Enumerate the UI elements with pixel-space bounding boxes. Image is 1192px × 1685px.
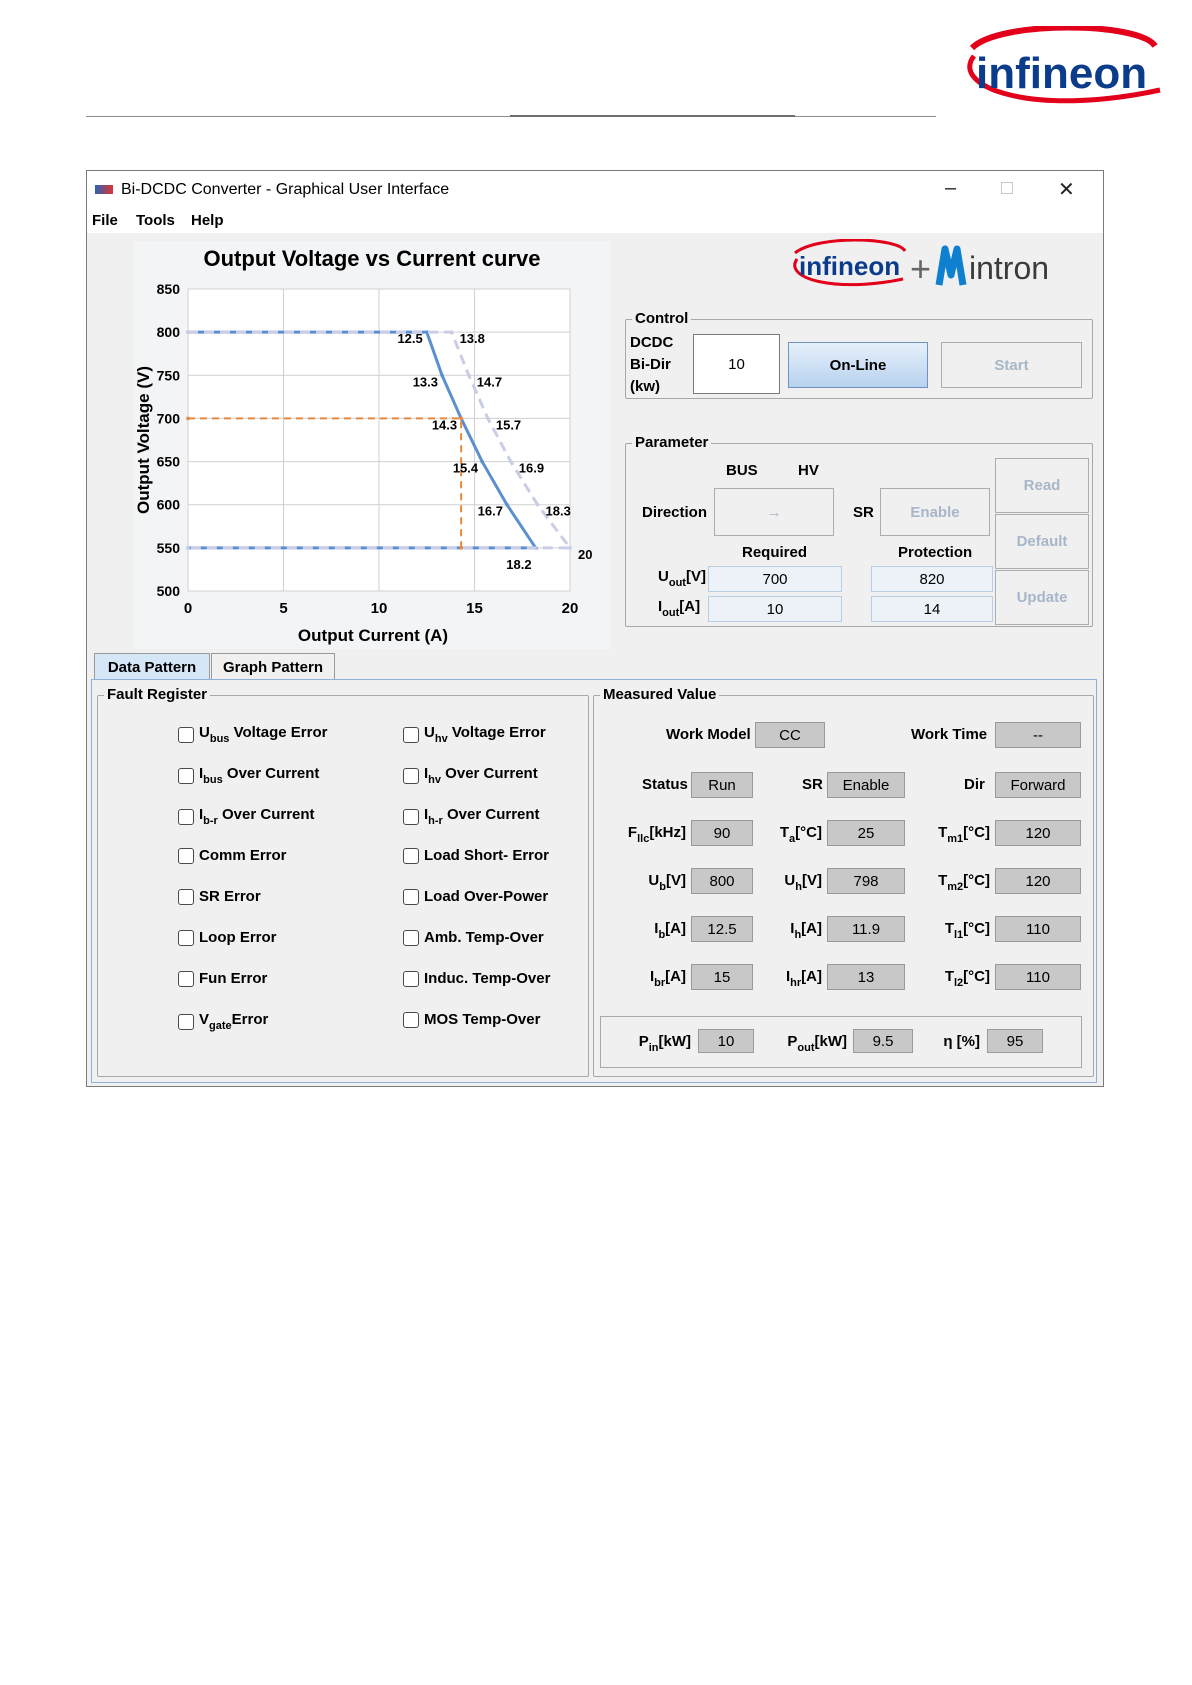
series-point: [459, 417, 463, 421]
plus-sign: +: [910, 248, 932, 289]
fault-item[interactable]: [178, 1011, 268, 1032]
window-title: Bi-DCDC Converter - Graphical User Interface: [121, 181, 450, 198]
measured-label: $U_b[V]$: [648, 872, 686, 893]
chart-svg: [133, 241, 611, 649]
power-kw-input[interactable]: 10: [693, 334, 780, 394]
fault-checkbox[interactable]: [178, 930, 194, 946]
y-tick-label: 650: [156, 453, 180, 470]
fault-item[interactable]: [403, 847, 549, 864]
fault-item[interactable]: [403, 724, 546, 745]
x-tick-label: 0: [183, 600, 193, 617]
y-tick-label: 700: [156, 410, 180, 427]
fault-item[interactable]: [403, 1011, 540, 1028]
fault-label: MOS Temp-Over: [424, 1011, 541, 1028]
series-point: [486, 417, 490, 421]
fault-checkbox[interactable]: [403, 848, 419, 864]
x-tick-label: 5: [279, 600, 288, 617]
data-label: 16.9: [518, 460, 545, 476]
series-point: [467, 373, 471, 377]
control-label-line1: DCDC: [630, 334, 674, 351]
data-pattern-panel: [91, 679, 1097, 1083]
measured-label: $U_h[V]$: [784, 872, 822, 893]
work-model-field: CC: [755, 722, 825, 748]
measured-label: $T_{m1}[^\circ C]$: [938, 824, 990, 845]
fault-item[interactable]: [403, 888, 548, 905]
series-point: [186, 330, 190, 334]
iout-label: $I_{out}[A]$: [658, 598, 701, 619]
fault-item[interactable]: [178, 724, 328, 745]
data-label: 15.7: [495, 417, 522, 433]
data-label: 18.2: [506, 556, 532, 572]
iout-protection-field[interactable]: 14: [871, 596, 993, 622]
update-button[interactable]: Update: [995, 570, 1089, 625]
fault-checkbox[interactable]: [178, 1014, 194, 1030]
series-point: [509, 460, 513, 464]
partner-logos: [787, 239, 1097, 295]
fault-label: $I_{h-r}$ Over Current: [424, 806, 540, 827]
fault-item[interactable]: [178, 765, 319, 786]
series-point: [480, 460, 484, 464]
measured-label: $T_{l1}[^\circ C]$: [944, 920, 990, 941]
data-label: 13.3: [412, 374, 439, 390]
measured-value-group: [593, 686, 1094, 1077]
y-tick-label: 600: [156, 496, 180, 513]
fault-checkbox[interactable]: [403, 809, 419, 825]
default-button[interactable]: Default: [995, 514, 1089, 569]
power-value-field: 10: [698, 1029, 754, 1053]
measured-value-field: 12.5: [691, 916, 753, 942]
sr-enable-button[interactable]: Enable: [880, 488, 990, 536]
y-tick-label: 500: [156, 583, 180, 599]
fault-checkbox[interactable]: [178, 971, 194, 987]
fault-item[interactable]: [403, 765, 538, 786]
work-time-field: --: [995, 722, 1081, 748]
power-label: $P_{out}[kW]$: [787, 1033, 847, 1054]
series-point: [459, 546, 463, 550]
control-group: [625, 310, 1093, 399]
fault-label: Load Over-Power: [424, 888, 549, 905]
control-label-line3: (kw): [630, 378, 660, 395]
fault-label: $I_{b-r}$ Over Current: [199, 806, 315, 827]
fault-label: Fun Error: [199, 970, 268, 987]
menu-file[interactable]: File: [92, 212, 118, 229]
tab-data-pattern[interactable]: Data Pattern: [94, 653, 210, 680]
series-point: [186, 417, 190, 421]
fault-register-title: Fault Register: [104, 686, 210, 703]
measured-label: $F_{llc}[kHz]$: [627, 824, 686, 845]
series-point: [568, 546, 572, 550]
fault-item[interactable]: [178, 929, 277, 946]
fault-label: Amb. Temp-Over: [424, 929, 544, 946]
tab-graph-pattern[interactable]: Graph Pattern: [211, 653, 335, 680]
fault-checkbox[interactable]: [178, 768, 194, 784]
data-label: 14.7: [476, 374, 503, 390]
fault-item[interactable]: [178, 806, 315, 827]
sr-measured-field: Enable: [827, 772, 905, 798]
measured-label: $T_a[^\circ C]$: [779, 824, 822, 845]
measured-label: $I_h[A]$: [790, 920, 822, 941]
data-label: 12.5: [397, 331, 423, 347]
measured-label: $T_{m2}[^\circ C]$: [938, 872, 990, 893]
sr-measured-label: SR: [802, 776, 823, 793]
uout-required-field[interactable]: 700: [708, 566, 842, 592]
measured-label: $T_{l2}[^\circ C]$: [944, 968, 990, 989]
measured-value-field: 13: [827, 964, 905, 990]
control-title: Control: [632, 310, 691, 327]
bus-label: BUS: [726, 462, 758, 479]
measured-value-field: 25: [827, 820, 905, 846]
header-rule-accent: [510, 115, 795, 117]
start-button[interactable]: Start: [941, 342, 1082, 388]
y-tick-label: 800: [156, 324, 180, 341]
status-field: Run: [691, 772, 753, 798]
fault-checkbox[interactable]: [178, 727, 194, 743]
fault-checkbox[interactable]: [403, 727, 419, 743]
data-label: 15.4: [452, 460, 479, 476]
power-subgroup: [600, 1016, 1082, 1068]
uout-label: $U_{out}[V]$: [658, 568, 706, 589]
fault-checkbox[interactable]: [403, 889, 419, 905]
y-tick-label: 550: [156, 539, 180, 556]
infineon-page-logo-text: infineon: [976, 49, 1148, 98]
dir-field: Forward: [995, 772, 1081, 798]
arrow-right-icon: →: [766, 503, 782, 521]
x-axis-label: Output Current (A): [297, 626, 449, 645]
maximize-icon[interactable]: □: [1001, 177, 1014, 199]
power-value-field: 9.5: [853, 1029, 913, 1053]
direction-button[interactable]: [714, 488, 834, 536]
parameter-group: [625, 434, 1093, 627]
intron-logo-text: intron: [969, 250, 1050, 286]
control-label-line2: Bi-Dir: [630, 356, 671, 373]
minimize-icon[interactable]: –: [945, 177, 957, 199]
measured-value-field: 120: [995, 820, 1081, 846]
uout-protection-field[interactable]: 820: [871, 566, 993, 592]
measured-value-field: 110: [995, 916, 1081, 942]
power-label: η [%]: [943, 1033, 980, 1050]
fault-label: SR Error: [199, 888, 261, 905]
power-value-field: 95: [987, 1029, 1043, 1053]
power-label: $P_{in}[kW]$: [638, 1033, 691, 1054]
protection-label: Protection: [898, 544, 973, 561]
measured-label: $I_{hr}[A]$: [786, 968, 822, 989]
fault-label: $U_{bus}$ Voltage Error: [199, 724, 328, 745]
parameter-title: Parameter: [632, 434, 711, 451]
online-button[interactable]: On-Line: [788, 342, 928, 388]
fault-label: $I_{bus}$ Over Current: [199, 765, 320, 786]
direction-label: Direction: [642, 504, 708, 521]
fault-checkbox[interactable]: [403, 930, 419, 946]
fault-label: Loop Error: [199, 929, 277, 946]
fault-item[interactable]: [178, 847, 287, 864]
work-time-label: Work Time: [911, 726, 988, 743]
infineon-logo-text: infineon: [799, 251, 901, 281]
data-label: 16.7: [477, 503, 503, 519]
fault-checkbox[interactable]: [403, 768, 419, 784]
iout-required-field[interactable]: 10: [708, 596, 842, 622]
fault-label: $I_{hv}$ Over Current: [424, 765, 538, 786]
fault-item[interactable]: [178, 888, 261, 905]
sr-label: SR: [853, 504, 874, 521]
y-tick-label: 850: [156, 281, 180, 297]
fault-item[interactable]: [403, 929, 544, 946]
required-label: Required: [742, 544, 808, 561]
fault-label: $V_{gate}Error$: [199, 1011, 269, 1032]
measured-label: $I_b[A]$: [654, 920, 686, 941]
data-label: 18.3: [545, 503, 571, 519]
menu-tools[interactable]: Tools: [136, 212, 175, 229]
work-model-label: Work Model: [666, 726, 751, 743]
fault-label: $U_{hv}$ Voltage Error: [424, 724, 546, 745]
x-tick-label: 15: [466, 600, 483, 617]
status-label: Status: [642, 776, 688, 793]
fault-checkbox[interactable]: [178, 889, 194, 905]
fault-checkbox[interactable]: [178, 848, 194, 864]
fault-checkbox[interactable]: [178, 809, 194, 825]
measured-value-field: 798: [827, 868, 905, 894]
fault-item[interactable]: [403, 806, 540, 827]
series-point: [505, 503, 509, 507]
app-icon: [95, 185, 113, 194]
measured-value-title: Measured Value: [600, 686, 719, 703]
menu-bar: [87, 207, 1103, 233]
read-button[interactable]: Read: [995, 458, 1089, 513]
data-label: 14.3: [431, 417, 458, 433]
fault-item[interactable]: [178, 970, 267, 987]
series-point: [186, 546, 190, 550]
data-label: 13.8: [459, 331, 485, 347]
fault-checkbox[interactable]: [403, 971, 419, 987]
series-point: [536, 503, 540, 507]
fault-label: Comm Error: [199, 847, 287, 864]
hv-label: HV: [798, 462, 819, 479]
measured-value-field: 120: [995, 868, 1081, 894]
fault-register-group: [97, 686, 589, 1077]
chart-title: Output Voltage vs Current curve: [203, 246, 541, 271]
title-bar: [87, 171, 1103, 207]
x-tick-label: 10: [370, 600, 388, 617]
close-icon[interactable]: ✕: [1058, 179, 1075, 201]
fault-item[interactable]: [403, 970, 550, 987]
app-window: [86, 170, 1104, 1087]
fault-label: Load Short- Error: [424, 847, 550, 864]
fault-checkbox[interactable]: [403, 1012, 419, 1028]
y-tick-label: 750: [156, 367, 180, 384]
measured-value-field: 90: [691, 820, 753, 846]
y-axis-label: Output Voltage (V): [134, 366, 153, 514]
series-point: [450, 330, 454, 334]
measured-value-field: 110: [995, 964, 1081, 990]
series-point: [440, 373, 444, 377]
dir-label: Dir: [964, 776, 985, 793]
measured-value-field: 15: [691, 964, 753, 990]
fault-label: Induc. Temp-Over: [424, 970, 551, 987]
infineon-page-logo: [950, 26, 1165, 116]
voltage-current-chart: [133, 241, 611, 649]
measured-value-field: 11.9: [827, 916, 905, 942]
measured-label: $I_{br}[A]$: [650, 968, 686, 989]
menu-help[interactable]: Help: [191, 212, 224, 229]
data-label: 20: [578, 546, 593, 562]
measured-value-field: 800: [691, 868, 753, 894]
x-tick-label: 20: [561, 600, 579, 617]
